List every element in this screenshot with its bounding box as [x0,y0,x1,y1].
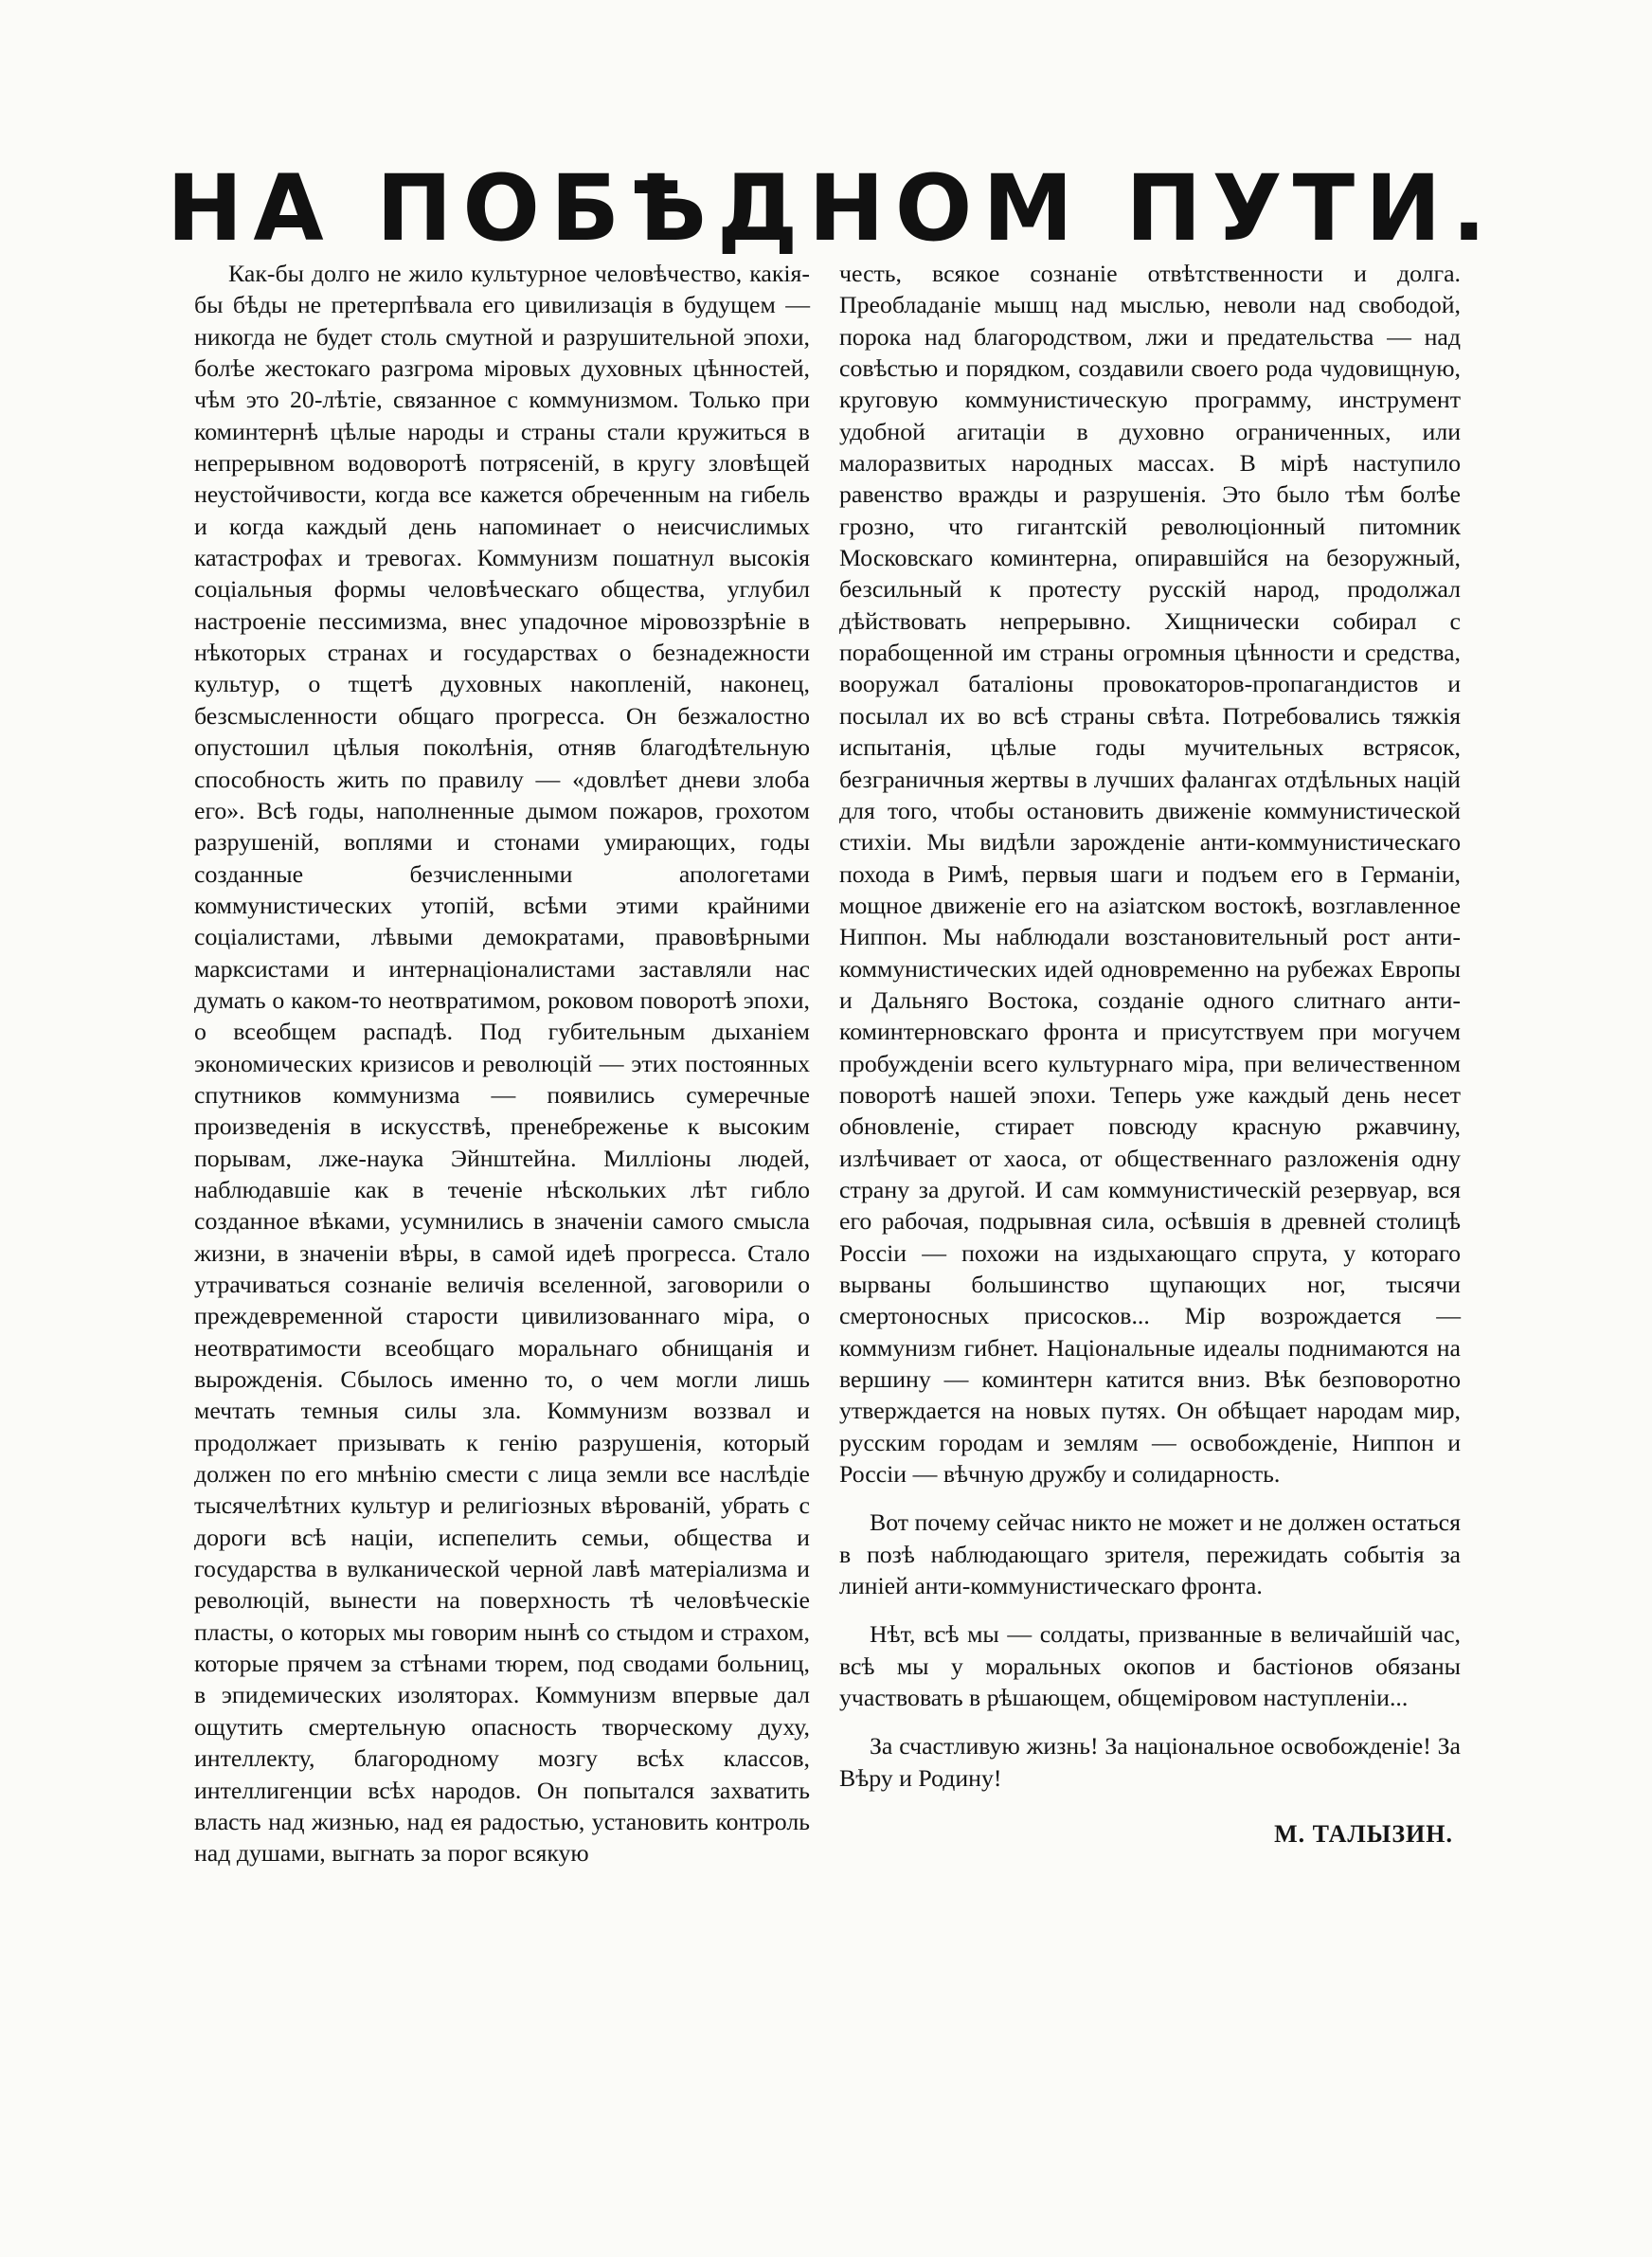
article-title: НА ПОБѢДНОМ ПУТИ. [167,155,1497,262]
paragraph: Вот почему сейчас никто не может и не должен остаться в позѣ наблюдающаго зрителя, пережидать событія за линіей анти-коммунистическаго фронта. [839,1508,1461,1600]
right-column [839,258,1461,1851]
paragraph: честь, всякое сознаніе отвѣтственности и долга. Преобладаніе мышц над мыслью, неволи над свободой, порока над благородством, лжи и предательства — над совѣстью и порядком, создавили своего рода чудовищную, круговую коммунистическую программу, инструмент удобной агитаціи в духовно ограниченных, или малоразвитых народных массах. В мірѣ наступило равенство вражды и разрушенія. Это было тѣм болѣе грозно, что гигантскій революціонный питомник Московскаго коминтерна, опиравшійся на безоружный, безсильный к протесту русскій народ, продолжал дѣйствовать непрерывно. Хищнически собирал с порабощенной им страны огромныя цѣнности и средства, вооружал баталіоны провокаторов-пропагандистов и посылал их во всѣ страны свѣта. Потребовались тяжкія испытанія, цѣлые годы мучительных встрясок, безграничныя жертвы в лучших фалангах отдѣльных націй для того, чтобы остановить движеніе коммунистической стихіи. Мы видѣли зарожденіе анти-коммунистическаго похода в Римѣ, первыя шаги и подъем его в Германіи, мощное движеніе его на азіатском востокѣ, возглавленное Ниппон. Мы наблюдали возстановительный рост анти-коммунистических идей одновременно на рубежах Европы и Дальняго Востока, созданіе одного слитнаго анти-коминтерновскаго фронта и присутствуем при могучем пробужденіи всего культурнаго міра, при величественном поворотѣ нашей эпохи. Теперь уже каждый день несет обновленіе, стирает повсюду красную ржавчину, излѣчивает от хаоса, от общественнаго разложенія одну страну за другой. И сам коммунистическій резервуар, вся его рабочая, подрывная сила, осѣвшія в древней столицѣ Россіи — похожи на издыхающаго спрута, у котораго вырваны большинство щупающих ног, тысячи смертоносных присосков... Мір возрождается — коммунизм гибнет. Національные идеалы поднимаются на вершину — коминтерн катится вниз. Вѣк безповоротно утверждается на новых путях. Он обѣщает народам мир, русским городам и землям — освобожденіе, Ниппон и Россіи — вѣчную дружбу и солидарность. [839,260,1461,1489]
closing-appeal: За счастливую жизнь! За національное освобожденіе! За Вѣру и Родину! [839,1732,1461,1792]
left-column [194,258,810,1869]
paragraph: Нѣт, всѣ мы — солдаты, призванные в величайшій час, всѣ мы у моральных окопов и бастіонов обязаны участвовать в рѣшающем, общеміровом наступленіи... [839,1620,1461,1712]
author-signature: М. ТАЛЫЗИН. [1274,1820,1453,1849]
paragraph: Как-бы долго не жило культурное человѣчество, какія-бы бѣды не претерпѣвала его цивилизація в будущем — никогда не будет столь смутной и разрушительной эпохи, болѣе жестокаго разгрома міровых духовных цѣнностей, чѣм это 20-лѣтіе, связанное с коммунизмом. Только при коминтернѣ цѣлые народы и страны стали кружиться в непрерывном водоворотѣ потрясеній, в кругу зловѣщей неустойчивости, когда все кажется обреченным на гибель и когда каждый день напоминает о неисчислимых катастрофах и тревогах. Коммунизм пошатнул высокія соціальныя формы человѣческаго общества, углубил настроеніе пессимизма, внес упадочное міровоззрѣніе в нѣкоторых странах и государствах о безнадежности культур, о тщетѣ духовных накопленій, наконец, безсмысленности общаго прогресса. Он безжалостно опустошил цѣлыя поколѣнія, отняв благодѣтельную способность жить по правилу — «довлѣет дневи злоба его». Всѣ годы, наполненные дымом пожаров, грохотом разрушеній, воплями и стонами умирающих, годы созданные безчисленными апологетами коммунистических утопій, всѣми этими крайними соціалистами, лѣвыми демократами, правовѣрными марксистами и интернаціоналистами заставляли нас думать о каком-то неотвратимом, роковом поворотѣ эпохи, о всеобщем распадѣ. Под губительным дыханіем экономических кризисов и революцій — этих постоянных спутников коммунизма — появились сумеречные произведенія в искусствѣ, пренебреженье к высоким порывам, лже-наука Эйнштейна. Милліоны людей, наблюдавшіе как в теченіе нѣскольких лѣт гибло созданное вѣками, усумнились в значеніи самого смысла жизни, в значеніи вѣры, в самой идеѣ прогресса. Стало утрачиваться сознаніе величія вселенной, заговорили о преждевременной старости цивилизованнаго міра, о неотвратимости всеобщаго моральнаго обнищанія и вырожденія. Сбылось именно то, о чем могли лишь мечтать темныя силы зла. Коммунизм воззвал и продолжает призывать к генію разрушенія, который должен по его мнѣнію смести с лица земли все наслѣдіе тысячелѣтних культур и религіозных вѣрованій, убрать с дороги всѣ націи, испепелить семьи, общества и государства в вулканической черной лавѣ матеріализма и революцій, вынести на поверхность тѣ человѣческіе пласты, о которых мы говорим нынѣ со стыдом и страхом, которые прячем за стѣнами тюрем, под сводами больниц, в эпидемических изоляторах. Коммунизм впервые дал ощутить смертельную опасность творческому духу, интеллекту, благородному мозгу всѣх классов, интеллигенции всѣх народов. Он попытался захватить власть над жизнью, над ея радостью, установить контроль над душами, выгнать за порог всякую [194,260,810,1868]
